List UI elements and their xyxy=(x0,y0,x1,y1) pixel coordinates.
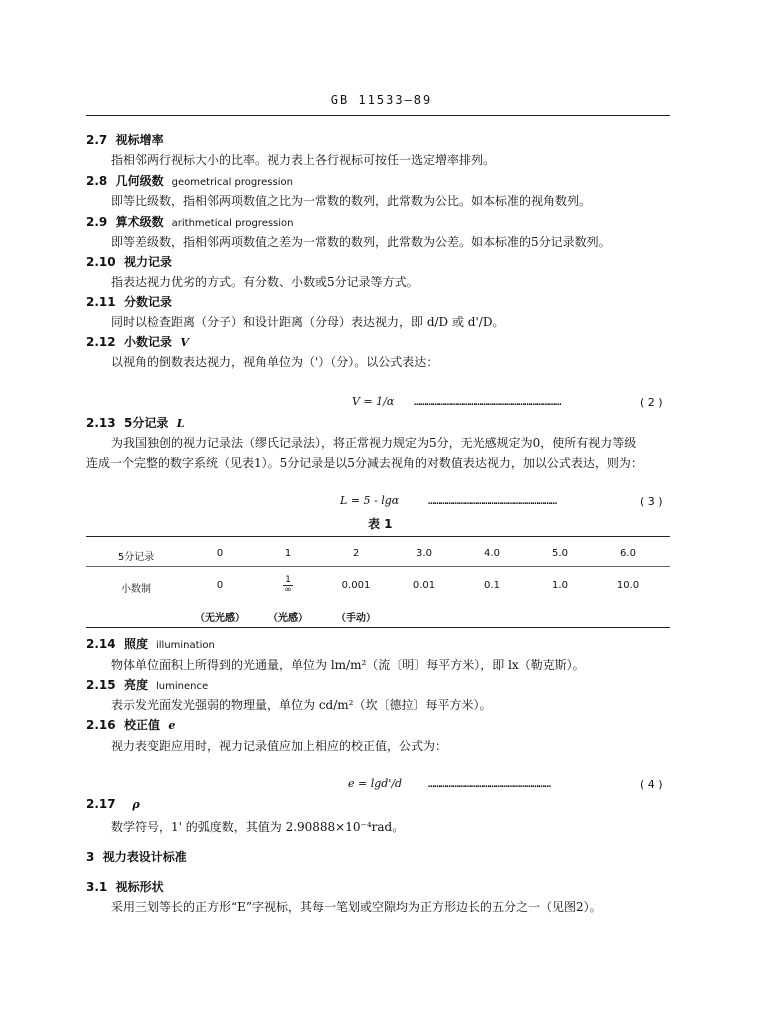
fraction-denominator: ∞ xyxy=(284,585,292,595)
section-2-12-body: 以视角的倒数表达视力，视角单位为（'）（分）。以公式表达： xyxy=(111,355,439,369)
fraction-numerator: 1 xyxy=(285,575,291,585)
section-title: 5分记录 xyxy=(123,416,169,430)
section-title: 几何级数 xyxy=(115,174,164,188)
formula-2-number: ( 2 ) xyxy=(640,396,663,409)
table-note: （手动） xyxy=(336,613,376,624)
section-number: 2.17 xyxy=(86,797,116,811)
formula-4-expression: e = lgd'/d xyxy=(348,777,403,790)
section-2-9-body: 即等差级数，指相邻两项数值之差为一常数的数列，此常数为公差。如本标准的5分记录数列。 xyxy=(111,235,611,249)
section-symbol: ρ xyxy=(132,798,140,811)
table-cell-fraction xyxy=(253,576,323,595)
section-2-16-heading xyxy=(86,716,175,733)
section-2-12-heading xyxy=(86,333,189,350)
section-number: 2.10 xyxy=(86,255,116,269)
table-mid-rule xyxy=(86,566,670,567)
formula-3-expression: L = 5 - lgα xyxy=(340,494,400,507)
section-3-1-heading xyxy=(86,878,164,895)
section-2-17-body: 数学符号，1' 的弧度数，其值为 2.90888×10⁻⁴rad。 xyxy=(111,820,405,834)
section-number: 2.11 xyxy=(86,295,116,309)
section-title: 校正值 xyxy=(123,718,160,732)
section-title: 视力记录 xyxy=(123,255,172,269)
section-english-term: arithmetical progression xyxy=(171,218,294,229)
section-2-15-heading xyxy=(86,676,208,693)
section-title: 视标增率 xyxy=(115,133,164,147)
table-cell: 10.0 xyxy=(616,580,640,591)
section-english-term: geometrical progression xyxy=(171,177,293,188)
section-number: 2.13 xyxy=(86,416,116,430)
table-cell: 1.0 xyxy=(552,580,568,591)
table-cell: 0 xyxy=(216,580,224,591)
table-note: （光感） xyxy=(268,613,308,624)
header-rule xyxy=(86,115,670,116)
section-title: 亮度 xyxy=(123,678,148,692)
section-3-1-body: 采用三划等长的正方形“E”字视标，其每一笔划或空隙均为正方形边长的五分之一（见图2）。 xyxy=(111,900,602,914)
section-2-10-heading xyxy=(86,253,172,270)
formula-2-leader: ……………………………………………………………… xyxy=(414,395,561,408)
fraction xyxy=(283,576,293,595)
section-number: 2.8 xyxy=(86,174,108,188)
section-2-14-heading xyxy=(86,635,215,652)
section-2-11-heading xyxy=(86,293,172,310)
section-2-11-body: 同时以检查距离（分子）和设计距离（分母）表达视力，即 d/D 或 d'/D。 xyxy=(111,315,505,329)
table-cell: 0.01 xyxy=(412,580,436,591)
section-2-7-heading xyxy=(86,131,164,148)
document-code: GB 11533—89 xyxy=(330,93,433,107)
table-cell: 3.0 xyxy=(416,548,432,559)
section-title: 分数记录 xyxy=(123,295,172,309)
table-bottom-rule xyxy=(86,627,670,628)
formula-3-number: ( 3 ) xyxy=(640,495,663,508)
table-top-rule xyxy=(86,536,670,537)
section-3-heading xyxy=(86,848,187,865)
section-title: 视力表设计标准 xyxy=(102,850,187,864)
section-2-17-heading xyxy=(86,797,140,811)
section-2-9-heading xyxy=(86,213,294,230)
table-row1-label: 5分记录 xyxy=(117,552,155,563)
table-1-caption: 表 1 xyxy=(368,517,393,531)
section-title: 视标形状 xyxy=(115,880,164,894)
section-number: 2.9 xyxy=(86,215,108,229)
section-2-13-body-line1: 为我国独创的视力记录法（缪氏记录法），将正常视力规定为5分，无光感规定为0，使所有视力等级 xyxy=(111,436,637,450)
section-number: 3.1 xyxy=(86,880,108,894)
section-2-15-body: 表示发光面发光强弱的物理量，单位为 cd/m²（坎〔德拉〕每平方米）。 xyxy=(111,698,492,712)
section-symbol: V xyxy=(180,336,189,349)
section-title: 小数记录 xyxy=(123,335,172,349)
table-note: （无光感） xyxy=(195,613,245,624)
section-symbol: e xyxy=(168,719,176,732)
section-number: 2.14 xyxy=(86,637,116,651)
section-number: 2.16 xyxy=(86,718,116,732)
table-cell: 6.0 xyxy=(620,548,636,559)
section-english-term: luminence xyxy=(155,681,209,692)
table-cell: 0.1 xyxy=(484,580,500,591)
table-cell: 5.0 xyxy=(552,548,568,559)
section-2-13-heading xyxy=(86,414,184,431)
section-2-16-body: 视力表变距应用时，视力记录值应加上相应的校正值，公式为： xyxy=(111,739,448,753)
formula-2-expression: V = 1/α xyxy=(352,395,395,408)
table-cell: 0.001 xyxy=(341,580,371,591)
section-2-14-body: 物体单位面积上所得到的光通量，单位为 lm/m²（流〔明〕每平方米），即 lx（勒克斯）。 xyxy=(111,658,585,672)
section-2-8-heading xyxy=(86,172,293,189)
formula-4-leader: …………………………………………………… xyxy=(428,777,551,790)
table-cell: 0 xyxy=(216,548,224,559)
table-cell: 4.0 xyxy=(484,548,500,559)
table-cell: 1 xyxy=(284,548,292,559)
formula-4-number: ( 4 ) xyxy=(640,778,663,791)
section-number: 2.15 xyxy=(86,678,116,692)
section-symbol: L xyxy=(176,417,185,430)
section-number: 2.7 xyxy=(86,133,108,147)
section-number: 2.12 xyxy=(86,335,116,349)
section-number: 3 xyxy=(86,850,95,864)
table-row2-label: 小数制 xyxy=(121,584,151,595)
section-2-8-body: 即等比级数，指相邻两项数值之比为一常数的数列，此常数为公比。如本标准的视角数列。 xyxy=(111,194,592,208)
section-2-13-body-line2: 连成一个完整的数字系统（见表1）。5分记录是以5分减去视角的对数值表达视力，加以公式表达，则为： xyxy=(86,456,643,470)
section-2-7-body: 指相邻两行视标大小的比率。视力表上各行视标可按任一选定增率排列。 xyxy=(111,153,496,167)
table-cell: 2 xyxy=(352,548,360,559)
section-title: 照度 xyxy=(123,637,148,651)
section-english-term: illumination xyxy=(155,640,215,651)
section-title: 算术级数 xyxy=(115,215,164,229)
section-2-10-body: 指表达视力优劣的方式。有分数、小数或5分记录等方式。 xyxy=(111,275,419,289)
formula-3-leader: ……………………………………………………… xyxy=(428,494,557,507)
